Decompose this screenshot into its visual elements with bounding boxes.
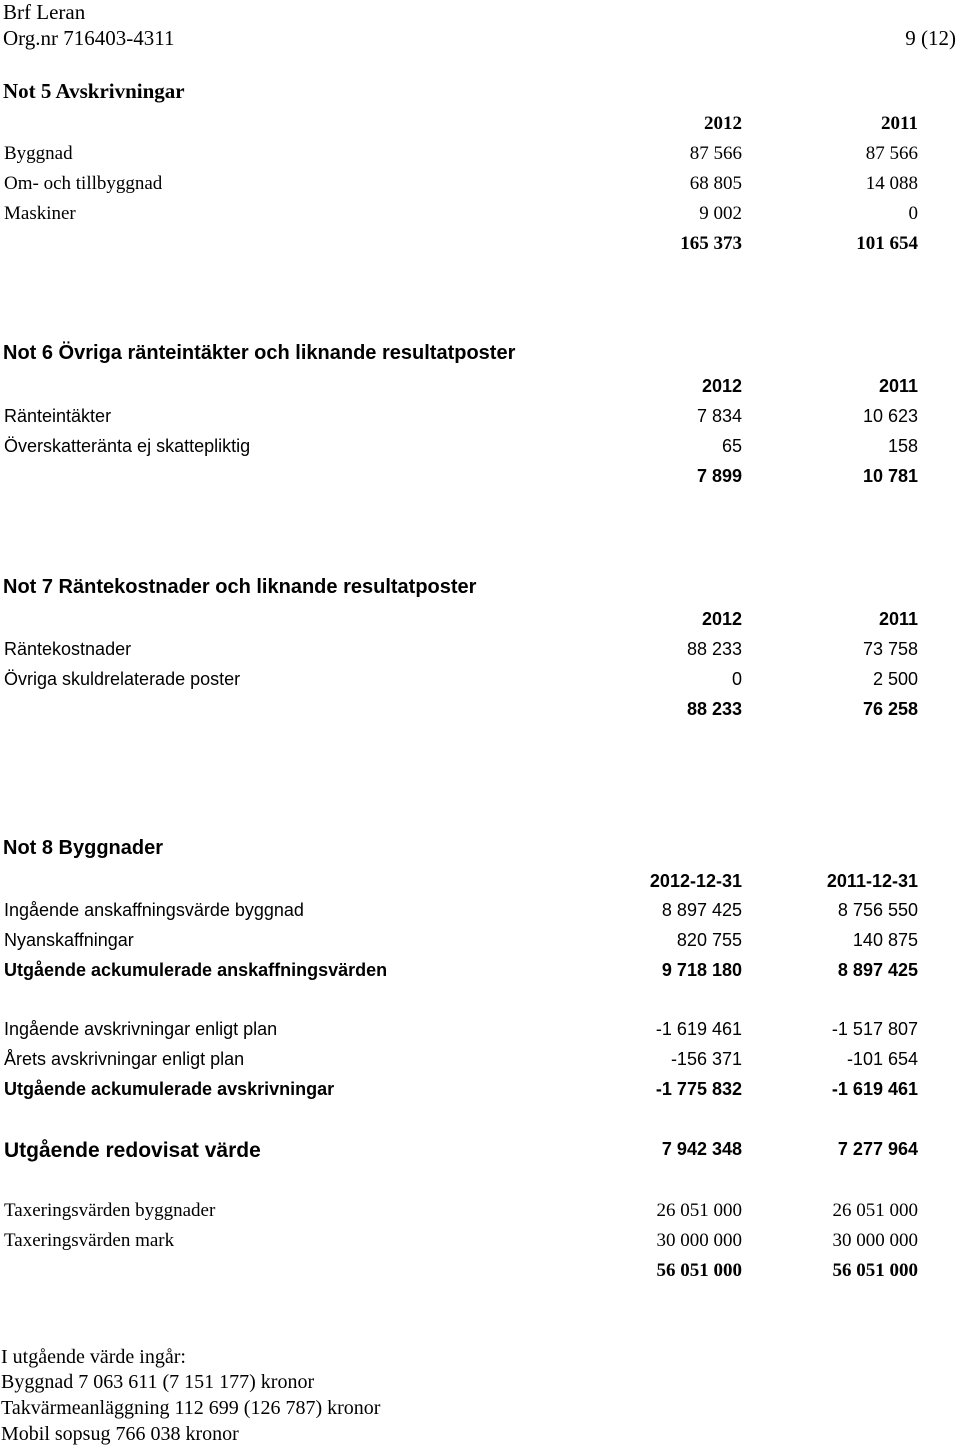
note8-row-v2: 7 277 964 [837, 1139, 918, 1159]
footer-line: Byggnad 7 063 611 (7 151 177) kronor [1, 1371, 315, 1393]
note7-total-v2: 76 258 [862, 699, 918, 719]
note8-row-v2: 30 000 000 [832, 1230, 918, 1251]
note6-header-row [0, 376, 960, 400]
note8-row-v2: 26 051 000 [832, 1200, 918, 1221]
note8-row [0, 1079, 960, 1103]
note8-row-label: Ingående anskaffningsvärde byggnad [4, 900, 304, 920]
footer-line: Mobil sopsug 766 038 kronor [1, 1423, 239, 1445]
note8-col2-header: 2011-12-31 [826, 871, 918, 891]
note8-title: Not 8 Byggnader [3, 837, 164, 859]
note5-header-row [0, 113, 960, 137]
note6-title: Not 6 Övriga ränteintäkter och liknande resultatposter [3, 342, 516, 364]
note5-col1-header: 2012 [704, 113, 742, 134]
note6-total-v1: 7 899 [696, 466, 742, 486]
note8-row-v2: -1 619 461 [831, 1079, 918, 1099]
note8-row [0, 1200, 960, 1224]
note5-row-label: Byggnad [4, 143, 73, 164]
note7-title: Not 7 Räntekostnader och liknande resultatposter [3, 576, 477, 598]
note7-header-row [0, 609, 960, 633]
note8-header-row [0, 871, 960, 895]
note8-col1-header: 2012-12-31 [649, 871, 742, 891]
note8-row [0, 1019, 960, 1043]
note5-row [0, 173, 960, 197]
note7-row-v1: 0 [731, 669, 742, 689]
note5-col2-header: 2011 [881, 113, 918, 134]
note8-row-label: Taxeringsvärden mark [4, 1230, 175, 1251]
note8-row-v1: 7 942 348 [661, 1139, 742, 1159]
note5-row [0, 143, 960, 167]
org-number: Org.nr 716403-4311 [3, 26, 175, 50]
note5-row-label: Om- och tillbyggnad [4, 173, 163, 194]
note8-row-v1: 8 897 425 [661, 900, 742, 920]
note7-col2-header: 2011 [878, 609, 918, 629]
note7-row [0, 639, 960, 663]
note6-row-v1: 65 [721, 436, 742, 456]
note6-row [0, 406, 960, 430]
note7-row [0, 669, 960, 693]
note8-row-v2: 140 875 [852, 930, 918, 950]
note8-row-label: Årets avskrivningar enligt plan [4, 1049, 245, 1069]
note8-row-label: Taxeringsvärden byggnader [4, 1200, 216, 1221]
note6-row-v2: 158 [887, 436, 918, 456]
note8-row-label: Nyanskaffningar [4, 930, 134, 950]
note5-row-v2: 0 [908, 203, 918, 224]
note5-row-v1: 87 566 [689, 143, 742, 164]
note8-row [0, 960, 960, 984]
note8-row [0, 1230, 960, 1254]
note8-row-v1: 30 000 000 [656, 1230, 742, 1251]
note8-total-row [0, 1260, 960, 1284]
note8-row [0, 930, 960, 954]
note5-row [0, 203, 960, 227]
note8-row-v1: -156 371 [670, 1049, 742, 1069]
page-number: 9 (12) [905, 26, 956, 50]
note5-total-row [0, 233, 960, 257]
note5-row-v2: 14 088 [865, 173, 918, 194]
note5-title: Not 5 Avskrivningar [3, 79, 185, 103]
note6-row [0, 436, 960, 460]
note8-row-label: Ingående avskrivningar enligt plan [4, 1019, 278, 1039]
note8-row-label: Utgående ackumulerade avskrivningar [4, 1079, 335, 1099]
note8-row [0, 1049, 960, 1073]
note7-total-row [0, 699, 960, 723]
note5-row-v2: 87 566 [865, 143, 918, 164]
note8-row-v1: -1 619 461 [655, 1019, 742, 1039]
note8-row-v2: -101 654 [846, 1049, 918, 1069]
footer-intro: I utgående värde ingår: [1, 1346, 186, 1368]
note7-total-v1: 88 233 [686, 699, 742, 719]
note8-row [0, 900, 960, 924]
note7-row-label: Övriga skuldrelaterade poster [4, 669, 241, 689]
note7-row-v1: 88 233 [686, 639, 742, 659]
note7-row-v2: 73 758 [862, 639, 918, 659]
note8-total-v1: 56 051 000 [656, 1260, 742, 1281]
note8-row-v1: 26 051 000 [656, 1200, 742, 1221]
note5-row-label: Maskiner [4, 203, 76, 224]
note8-row [0, 1139, 960, 1163]
note8-row-label: Utgående redovisat värde [4, 1139, 261, 1162]
note5-total-v1: 165 373 [680, 233, 742, 254]
note8-row-v1: 9 718 180 [661, 960, 742, 980]
note8-row-v2: -1 517 807 [831, 1019, 918, 1039]
note8-row-v2: 8 897 425 [837, 960, 918, 980]
note8-row-v1: 820 755 [676, 930, 742, 950]
note8-total-v2: 56 051 000 [832, 1260, 918, 1281]
note6-total-row [0, 466, 960, 490]
company-name: Brf Leran [3, 0, 86, 24]
note5-total-v2: 101 654 [856, 233, 918, 254]
note7-row-label: Räntekostnader [4, 639, 132, 659]
note6-row-label: Ränteintäkter [4, 406, 112, 426]
note7-col1-header: 2012 [701, 609, 742, 629]
note5-row-v1: 68 805 [689, 173, 742, 194]
note6-total-v2: 10 781 [862, 466, 918, 486]
note7-row-v2: 2 500 [872, 669, 918, 689]
note6-row-v2: 10 623 [862, 406, 918, 426]
note6-row-label: Överskatteränta ej skattepliktig [4, 436, 251, 456]
note8-row-label: Utgående ackumulerade anskaffningsvärden [4, 960, 388, 980]
note6-row-v1: 7 834 [696, 406, 742, 426]
note8-row-v2: 8 756 550 [837, 900, 918, 920]
note8-row-v1: -1 775 832 [655, 1079, 742, 1099]
note6-col2-header: 2011 [878, 376, 918, 396]
footer-line: Takvärmeanläggning 112 699 (126 787) kronor [1, 1397, 381, 1419]
note5-row-v1: 9 002 [699, 203, 742, 224]
note6-col1-header: 2012 [701, 376, 742, 396]
